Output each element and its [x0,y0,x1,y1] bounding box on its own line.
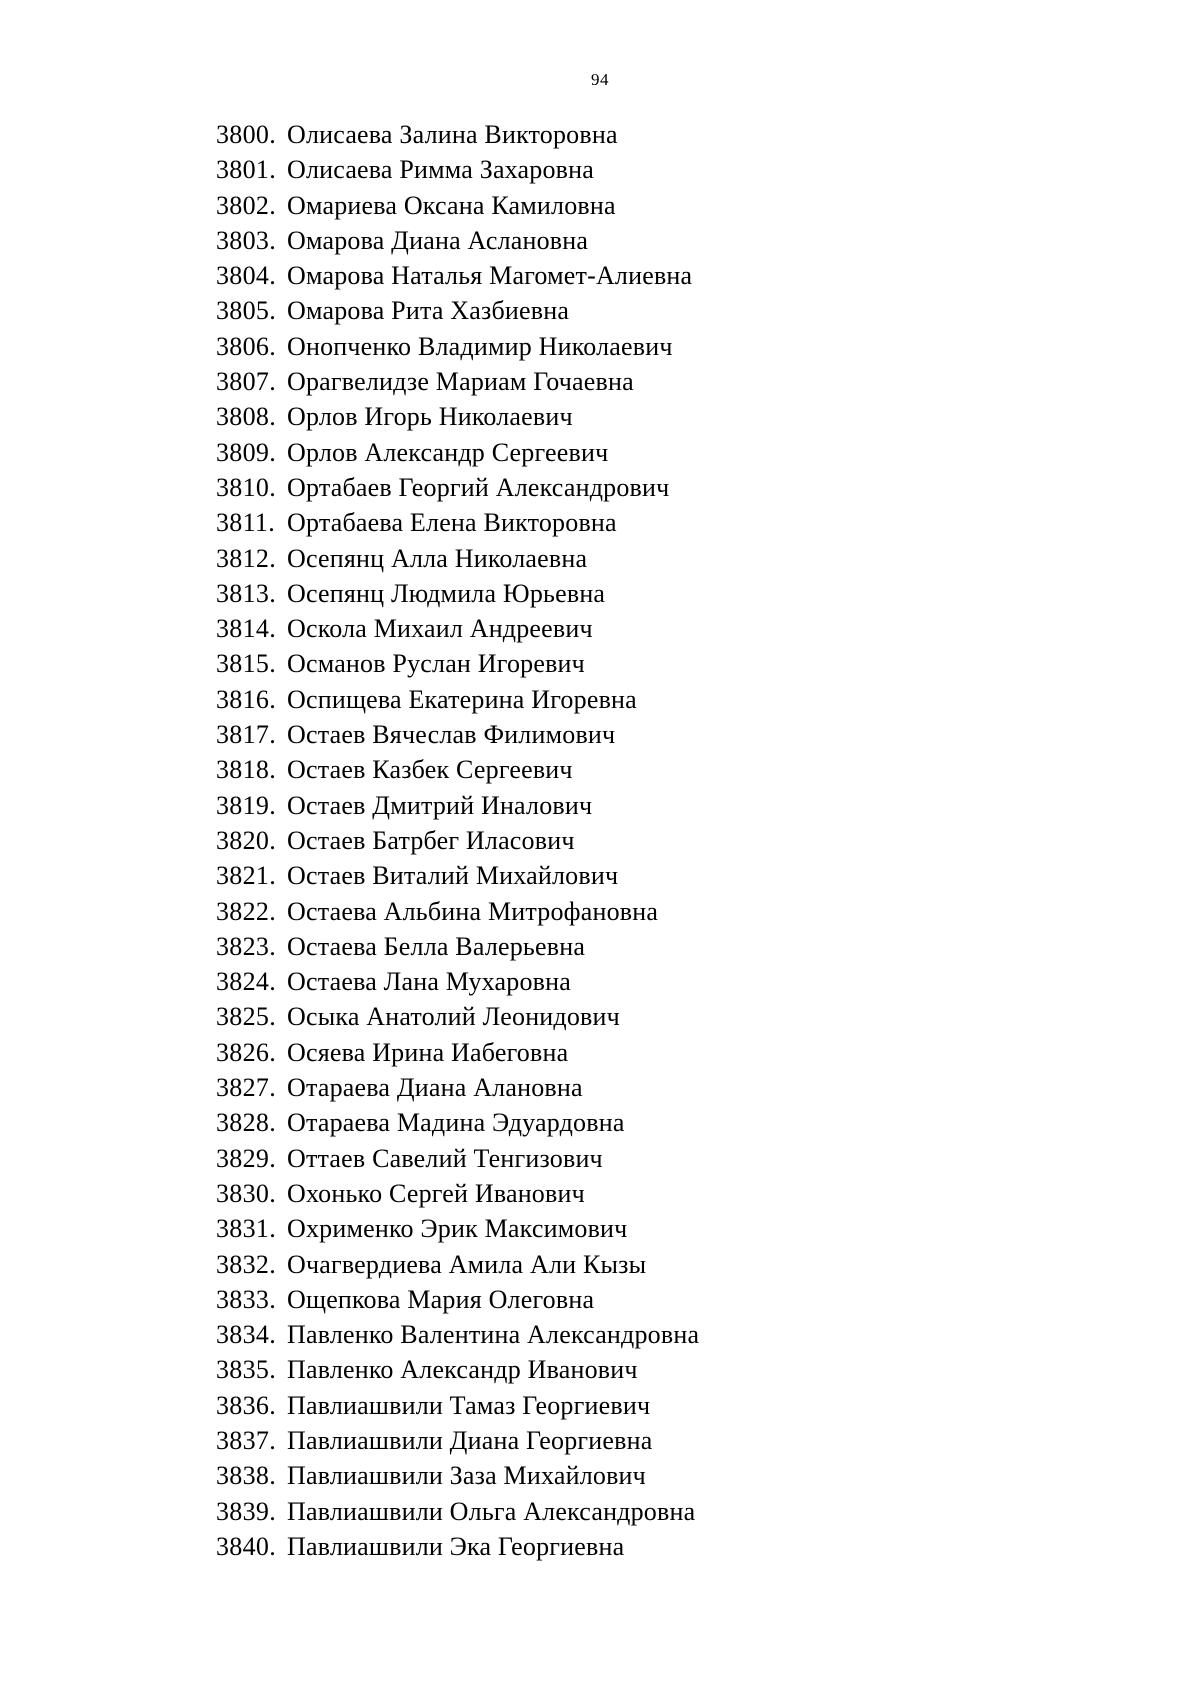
entry-name: Охрименко Эрик Максимович [287,1214,628,1244]
list-item [216,153,699,188]
entry-name: Павлиашвили Тамаз Георгиевич [287,1390,651,1420]
list-item [216,577,699,612]
entry-name: Омарова Наталья Магомет-Алиевна [287,261,693,291]
entry-number: 3812. [216,543,276,573]
entry-name: Павлиашвили Диана Георгиевна [287,1425,653,1455]
list-item [216,189,699,224]
list-item [216,612,699,647]
entry-name: Омариева Оксана Камиловна [287,190,616,220]
entry-name: Омарова Диана Аслановна [287,225,589,255]
list-item [216,1248,699,1283]
entry-name: Остаев Вячеслав Филимович [287,720,616,750]
list-item [216,895,699,930]
entry-number: 3829. [216,1143,276,1173]
entry-number: 3837. [216,1425,276,1455]
entry-name: Олисаева Римма Захаровна [287,155,595,185]
entry-number: 3806. [216,331,276,361]
entry-number: 3820. [216,825,276,855]
entry-name: Олисаева Залина Викторовна [287,120,618,149]
entry-name: Остаев Батрбег Иласович [287,825,575,855]
list-item [216,118,699,153]
list-item [216,753,699,788]
list-item [216,471,699,506]
list-item [216,1495,699,1530]
entry-number: 3831. [216,1214,276,1244]
entry-name: Остаев Дмитрий Иналович [287,790,593,820]
entry-number: 3834. [216,1320,276,1350]
entry-name: Оспищева Екатерина Игоревна [287,684,637,714]
entry-name: Отараева Мадина Эдуардовна [287,1108,625,1138]
list-item [216,1353,699,1388]
list-item [216,824,699,859]
entry-name: Остаева Лана Мухаровна [287,967,571,997]
entry-name: Осепянц Людмила Юрьевна [287,578,606,608]
entry-name: Павленко Валентина Александровна [287,1320,700,1350]
list-item [216,965,699,1000]
list-item [216,1106,699,1141]
list-item [216,1459,699,1494]
entry-number: 3827. [216,1073,276,1103]
name-list [216,118,699,1565]
entry-number: 3833. [216,1284,276,1314]
list-item [216,1318,699,1353]
list-item [216,542,699,577]
list-item [216,930,699,965]
entry-number: 3830. [216,1178,276,1208]
entry-number: 3838. [216,1461,276,1491]
entry-number: 3817. [216,720,276,750]
entry-number: 3836. [216,1390,276,1420]
entry-number: 3813. [216,578,276,608]
list-item [216,1424,699,1459]
entry-name: Охонько Сергей Иванович [287,1178,585,1208]
entry-number: 3825. [216,1002,276,1032]
entry-name: Остаев Виталий Михайлович [287,861,619,891]
list-item [216,259,699,294]
entry-number: 3808. [216,402,276,432]
entry-name: Остаева Белла Валерьевна [287,931,586,961]
list-item [216,1036,699,1071]
entry-number: 3815. [216,649,276,679]
entry-name: Орагвелидзе Мариам Гочаевна [287,367,634,397]
entry-name: Павлиашвили Эка Георгиевна [287,1531,625,1561]
entry-number: 3802. [216,190,276,220]
entry-number: 3805. [216,296,276,326]
entry-number: 3809. [216,437,276,467]
entry-number: 3835. [216,1355,276,1385]
page-number: 94 [591,70,609,89]
list-item [216,1142,699,1177]
entry-name: Очагвердиева Амила Али Кызы [287,1249,647,1279]
list-item [216,1177,699,1212]
entry-number: 3824. [216,967,276,997]
entry-number: 3803. [216,225,276,255]
entry-name: Павлиашвили Ольга Александровна [287,1496,696,1526]
entry-number: 3823. [216,931,276,961]
list-item [216,294,699,329]
list-item [216,718,699,753]
entry-number: 3811. [216,508,276,538]
list-item [216,1283,699,1318]
entry-number: 3821. [216,861,276,891]
entry-number: 3832. [216,1249,276,1279]
list-item [216,224,699,259]
entry-name: Орлов Игорь Николаевич [287,402,573,432]
entry-number: 3800. [216,120,276,149]
entry-number: 3818. [216,755,276,785]
entry-number: 3840. [216,1531,276,1561]
entry-name: Онопченко Владимир Николаевич [287,331,673,361]
entry-number: 3822. [216,896,276,926]
entry-name: Ортабаев Георгий Александрович [287,472,670,502]
list-item [216,1000,699,1035]
list-item [216,647,699,682]
entry-name: Ощепкова Мария Олеговна [287,1284,595,1314]
entry-name: Османов Руслан Игоревич [287,649,585,679]
entry-number: 3819. [216,790,276,820]
entry-name: Павленко Александр Иванович [287,1355,638,1385]
entry-name: Осыка Анатолий Леонидович [287,1002,620,1032]
entry-name: Остаева Альбина Митрофановна [287,896,659,926]
entry-name: Оттаев Савелий Тенгизович [287,1143,603,1173]
entry-number: 3828. [216,1108,276,1138]
list-item [216,1212,699,1247]
entry-name: Отараева Диана Алановна [287,1073,583,1103]
entry-number: 3839. [216,1496,276,1526]
entry-name: Осяева Ирина Иабеговна [287,1037,569,1067]
entry-number: 3816. [216,684,276,714]
list-item [216,506,699,541]
list-item [216,330,699,365]
list-item [216,436,699,471]
entry-name: Павлиашвили Заза Михайлович [287,1461,646,1491]
entry-number: 3814. [216,614,276,644]
entry-number: 3801. [216,155,276,185]
list-item [216,1530,699,1565]
entry-number: 3826. [216,1037,276,1067]
entry-name: Остаев Казбек Сергеевич [287,755,573,785]
list-item [216,1071,699,1106]
entry-name: Орлов Александр Сергеевич [287,437,609,467]
entry-number: 3804. [216,261,276,291]
list-item [216,683,699,718]
entry-name: Оскола Михаил Андреевич [287,614,593,644]
list-item [216,859,699,894]
entry-name: Ортабаева Елена Викторовна [287,508,617,538]
list-item [216,400,699,435]
list-item [216,365,699,400]
list-item [216,1389,699,1424]
entry-number: 3810. [216,472,276,502]
entry-number: 3807. [216,367,276,397]
entry-name: Омарова Рита Хазбиевна [287,296,570,326]
entry-name: Осепянц Алла Николаевна [287,543,588,573]
list-item [216,789,699,824]
